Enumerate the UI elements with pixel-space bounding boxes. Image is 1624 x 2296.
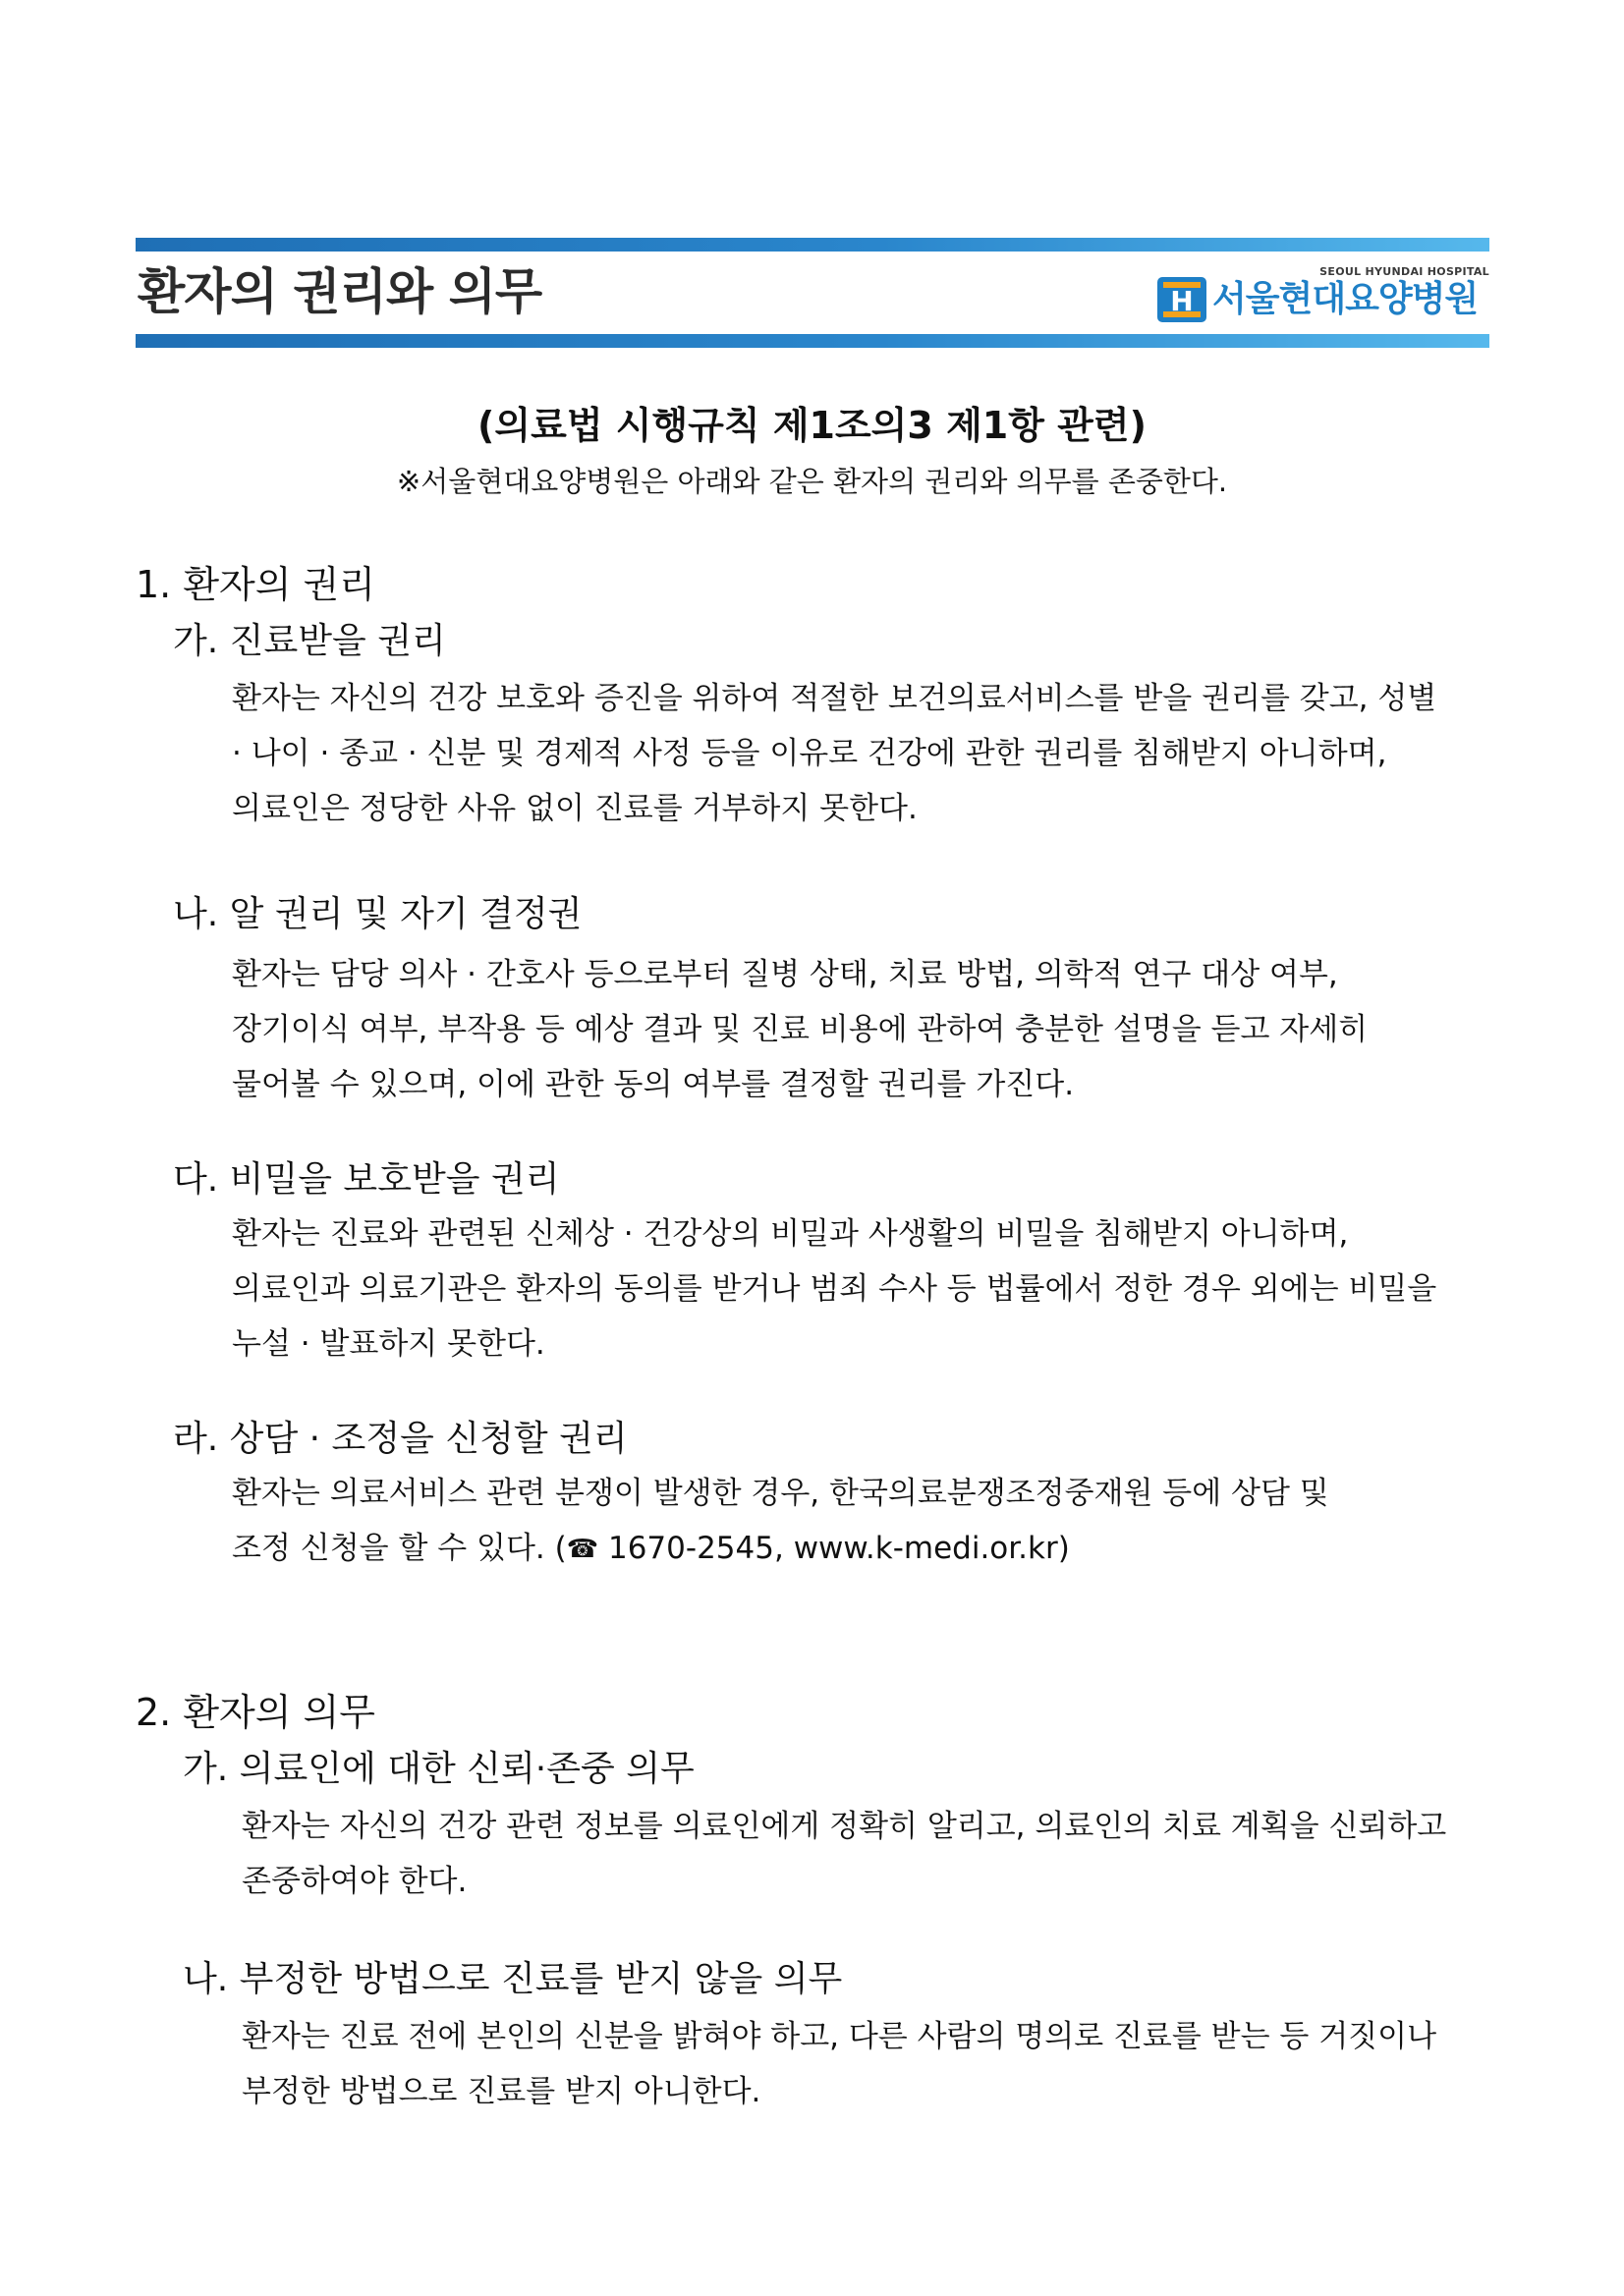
law-reference-subtitle: (의료법 시행규칙 제1조의3 제1항 관련): [477, 404, 1147, 447]
respect-notice: ※서울현대요양병원은 아래와 같은 환자의 권리와 의무를 존중한다.: [396, 465, 1228, 498]
phone-icon: ☎: [566, 1535, 599, 1564]
text-line: 환자는 자신의 건강 보호와 증진을 위하여 적절한 보건의료서비스를 받을 권리를 갖고, 성별: [232, 681, 1437, 716]
header-bottom-bar: [136, 334, 1489, 348]
item-heading-right-to-mediation: 라. 상담 · 조정을 신청할 권리: [173, 1419, 628, 1459]
text-line: 의료인과 의료기관은 환자의 동의를 받거나 범죄 수사 등 법률에서 정한 경우 외에는 비밀을: [232, 1271, 1437, 1307]
text-line: 존중하여야 한다.: [242, 1864, 468, 1899]
text-line: 의료인은 정당한 사유 없이 진료를 거부하지 못한다.: [232, 791, 918, 826]
contact-url[interactable]: www.k-medi.or.kr: [793, 1531, 1058, 1566]
item-heading-duty-of-trust: 가. 의료인에 대한 신뢰·존중 의무: [183, 1749, 695, 1789]
logo-mark-letter: H: [1170, 285, 1194, 317]
text-line: 물어볼 수 있으며, 이에 관한 동의 여부를 결정할 권리를 가진다.: [232, 1067, 1075, 1102]
contact-line: [232, 1521, 1503, 1577]
page-title: 환자의 권리와 의무: [138, 263, 542, 320]
item-text-duty-of-trust: [242, 1799, 1503, 1909]
hospital-h-icon: [1157, 277, 1206, 322]
item-heading-duty-honest-treatment: 나. 부정한 방법으로 진료를 받지 않을 의무: [183, 1959, 843, 1999]
text-line: 장기이식 여부, 부작용 등 예상 결과 및 진료 비용에 관하여 충분한 설명을 듣고 자세히: [232, 1012, 1369, 1047]
contact-phone: 1670-2545: [607, 1531, 774, 1566]
logo-english-name: SEOUL HYUNDAI HOSPITAL: [1319, 265, 1489, 278]
item-text-right-to-know: [232, 947, 1503, 1112]
text-line: 누설 · 발표하지 못한다.: [232, 1326, 545, 1362]
header-top-bar: [136, 238, 1489, 252]
text-line: · 나이 · 종교 · 신분 및 경제적 사정 등을 이유로 건강에 관한 권리를 침해받지 아니하며,: [232, 736, 1387, 771]
text-line: 환자는 의료서비스 관련 분쟁이 발생한 경우, 한국의료분쟁조정중재원 등에 상담 및: [232, 1476, 1329, 1511]
item-heading-right-to-know: 나. 알 권리 및 자기 결정권: [173, 894, 583, 934]
item-text-duty-honest-treatment: [242, 2009, 1503, 2119]
logo-korean-name: 서울현대요양병원: [1212, 279, 1479, 319]
text-line: 환자는 자신의 건강 관련 정보를 의료인에게 정확히 알리고, 의료인의 치료 계획을 신뢰하고: [242, 1809, 1447, 1844]
text-line: 부정한 방법으로 진료를 받지 아니한다.: [242, 2074, 761, 2109]
text-line: 환자는 진료와 관련된 신체상 · 건강상의 비밀과 사생활의 비밀을 침해받지 아니하며,: [232, 1216, 1349, 1252]
item-text-right-to-privacy: [232, 1206, 1503, 1372]
item-text-right-to-mediation: [232, 1466, 1503, 1577]
section-heading-duties: 2. 환자의 의무: [136, 1691, 375, 1734]
text-line: 환자는 담당 의사 · 간호사 등으로부터 질병 상태, 치료 방법, 의학적 연구 대상 여부,: [232, 957, 1338, 992]
section-heading-rights: 1. 환자의 권리: [136, 563, 375, 606]
item-heading-right-to-treatment: 가. 진료받을 권리: [173, 621, 446, 661]
contact-separator: ,: [773, 1531, 794, 1566]
contact-prefix: 조정 신청을 할 수 있다. (: [232, 1531, 567, 1566]
text-line: 환자는 진료 전에 본인의 신분을 밝혀야 하고, 다른 사람의 명의로 진료를 받는 등 거짓이나: [242, 2019, 1437, 2054]
item-text-right-to-treatment: [232, 671, 1503, 836]
hospital-logo: [1157, 265, 1491, 326]
item-heading-right-to-privacy: 다. 비밀을 보호받을 권리: [173, 1159, 560, 1200]
contact-suffix: ): [1057, 1531, 1070, 1566]
